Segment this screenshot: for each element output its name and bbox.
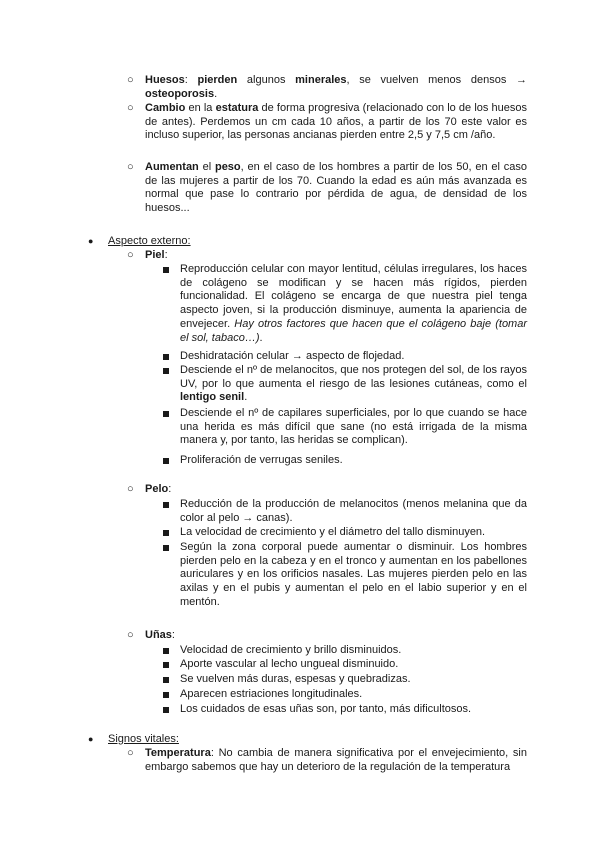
square-bullet-icon [163,677,169,683]
square-bullet-icon [163,368,169,374]
circle-bullet-icon: ○ [127,747,134,759]
subsection-unas: Uñas: [145,629,175,641]
circle-bullet-icon: ○ [127,161,134,173]
square-bullet-icon [163,354,169,360]
item-estatura: Cambio en la estatura de forma progresiva (relacionado con lo de los huesos de antes). Perdemos un cm cada 10 años, a partir de los 70 este valor es incluso superior, las personas ancianas pierden entre 2,5 y 7,5 cm /año. [145,102,527,142]
circle-bullet-icon: ○ [127,74,134,86]
unas-item: Velocidad de crecimiento y brillo disminuidos. [180,644,402,656]
piel-item: Desciende el nº de capilares superficiales, por lo que cuando se hace una herida es más difícil que sane (no está irrigada de la misma manera y, por tanto, las heridas se complican). [180,407,527,447]
unas-item: Los cuidados de esas uñas son, por tanto, más dificultosos. [180,703,472,715]
square-bullet-icon [163,692,169,698]
disc-bullet-icon: ● [88,236,94,246]
section-aspecto-externo: Aspecto externo: [108,235,191,247]
square-bullet-icon [163,545,169,551]
item-temperatura: Temperatura: No cambia de manera significativa por el envejecimiento, sin embargo sabemos que hay un deterioro de la regulación de la temperatura [145,747,527,773]
square-bullet-icon [163,502,169,508]
circle-bullet-icon: ○ [127,629,134,641]
circle-bullet-icon: ○ [127,249,134,261]
pelo-item: Según la zona corporal puede aumentar o disminuir. Los hombres pierden pelo en la cabeza y en el tronco y aumentan en los pabellones auriculares y en los orificios nasales. Las mujeres pierden pelo en las axilas y en el pubis y aumentan el pelo en el labio superior y en el mentón. [180,541,527,608]
circle-bullet-icon: ○ [127,102,134,114]
square-bullet-icon [163,648,169,654]
square-bullet-icon [163,458,169,464]
item-peso: Aumentan el peso, en el caso de los hombres a partir de los 50, en el caso de las mujeres a partir de los 70. Cuando la edad es aún más avanzada es normal que pase lo contrario por pérdida de agua, de densidad de los huesos... [145,161,527,215]
piel-item: Deshidratación celular → aspecto de flojedad. [180,350,405,362]
subsection-pelo: Pelo: [145,483,172,495]
pelo-item: La velocidad de crecimiento y el diámetro del tallo disminuyen. [180,526,486,538]
unas-item: Aparecen estriaciones longitudinales. [180,688,363,700]
disc-bullet-icon: ● [88,734,94,744]
piel-item: Reproducción celular con mayor lentitud, células irregulares, los haces de colágeno se modifican y se hacen más rígidos, pierden funcionalidad. El colágeno se encarga de que nuestra piel tenga aspecto joven, si la producción disminuye, aumenta la apariencia de envejecer. Hay otros factores que hacen que el colágeno baje (tomar el sol, tabaco…). [180,263,528,344]
square-bullet-icon [163,662,169,668]
piel-item: Proliferación de verrugas seniles. [180,454,343,466]
subsection-piel: Piel: [145,249,168,261]
piel-item: Desciende el nº de melanocitos, que nos protegen del sol, de los rayos UV, por lo que aumenta el riesgo de las lesiones cutáneas, como el lentigo senil. [180,364,527,404]
unas-item: Aporte vascular al lecho ungueal disminuido. [180,658,399,670]
square-bullet-icon [163,267,169,273]
square-bullet-icon [163,707,169,713]
unas-item: Se vuelven más duras, espesas y quebradizas. [180,673,411,685]
pelo-item: Reducción de la producción de melanocitos (menos melanina que da color al pelo → canas). [180,498,527,524]
square-bullet-icon [163,530,169,536]
circle-bullet-icon: ○ [127,483,134,495]
section-signos-vitales: Signos vitales: [108,733,179,745]
square-bullet-icon [163,411,169,417]
item-huesos: Huesos: pierden algunos minerales, se vuelven menos densos → osteoporosis. [145,74,527,100]
